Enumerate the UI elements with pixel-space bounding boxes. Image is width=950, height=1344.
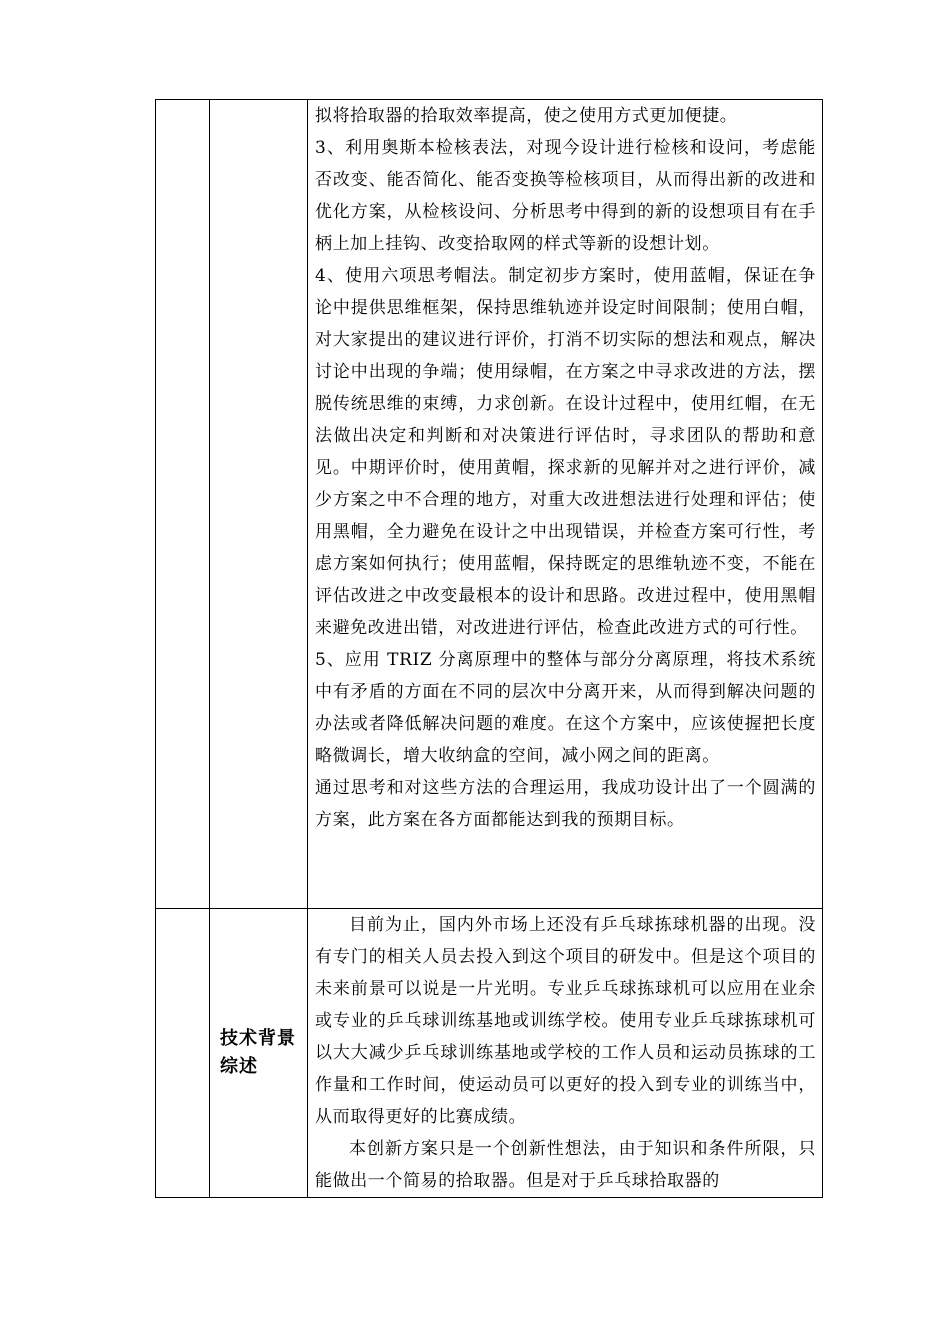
table-row-background	[156, 909, 823, 1198]
background-label-cell	[210, 909, 308, 1198]
methods-paragraph: 通过思考和对这些方法的合理运用，我成功设计出了一个圆满的方案，此方案在各方面都能达到我的预期目标。	[315, 778, 816, 830]
methods-paragraph: 3、利用奥斯本检核表法，对现今设计进行检核和设问，考虑能否改变、能否简化、能否变换等检核项目，从而得出新的改进和优化方案，从检核设问、分析思考中得到的新的设想项目有在手柄上加上挂钩、改变拾取网的样式等新的设想计划。	[315, 138, 816, 254]
methods-paragraph: 拟将拾取器的拾取效率提高，使之使用方式更加便捷。	[315, 106, 738, 126]
background-content	[308, 909, 822, 1197]
background-label: 技术背景综述	[220, 1028, 296, 1077]
methods-content	[308, 100, 822, 836]
background-paragraph: 目前为止，国内外市场上还没有乒乓球拣球机器的出现。没有专门的相关人员去投入到这个项目的研发中。但是这个项目的未来前景可以说是一片光明。专业乒乓球拣球机可以应用在业余或专业的乒乓球训练基地或训练学校。使用专业乒乓球拣球机可以大大减少乒乓球训练基地或学校的工作人员和运动员拣球的工作量和工作时间，使运动员可以更好的投入到专业的训练当中，从而取得更好的比赛成绩。	[315, 915, 816, 1127]
empty-cell-left	[156, 909, 210, 1198]
methods-paragraph: 4、使用六项思考帽法。制定初步方案时，使用蓝帽，保证在争论中提供思维框架，保持思维轨迹并设定时间限制；使用白帽，对大家提出的建议进行评价，打消不切实际的想法和观点，解决讨论中出现的争端；使用绿帽，在方案之中寻求改进的方法，摆脱传统思维的束缚，力求创新。在设计过程中，使用红帽，在无法做出决定和判断和对决策进行评估时，寻求团队的帮助和意见。中期评价时，使用黄帽，探求新的见解并对之进行评价，减少方案之中不合理的地方，对重大改进想法进行处理和评估；使用黑帽，全力避免在设计之中出现错误，并检查方案可行性，考虑方案如何执行；使用蓝帽，保持既定的思维轨迹不变，不能在评估改进之中改变最根本的设计和思路。改进过程中，使用黑帽来避免改进出错，对改进进行评估，检查此改进方式的可行性。	[315, 266, 816, 638]
table-row-methods	[156, 100, 823, 909]
background-content-cell	[308, 909, 823, 1198]
methods-content-cell	[308, 100, 823, 909]
empty-cell-label	[210, 100, 308, 909]
empty-cell-left	[156, 100, 210, 909]
background-paragraph: 本创新方案只是一个创新性想法，由于知识和条件所限，只能做出一个简易的拾取器。但是对于乒乓球拾取器的	[315, 1139, 816, 1191]
methods-paragraph: 5、应用 TRIZ 分离原理中的整体与部分分离原理，将技术系统中有矛盾的方面在不同的层次中分离开来，从而得到解决问题的办法或者降低解决问题的难度。在这个方案中，应该使握把长度略微调长，增大收纳盒的空间，减小网之间的距离。	[315, 650, 816, 766]
form-table	[155, 99, 823, 1198]
